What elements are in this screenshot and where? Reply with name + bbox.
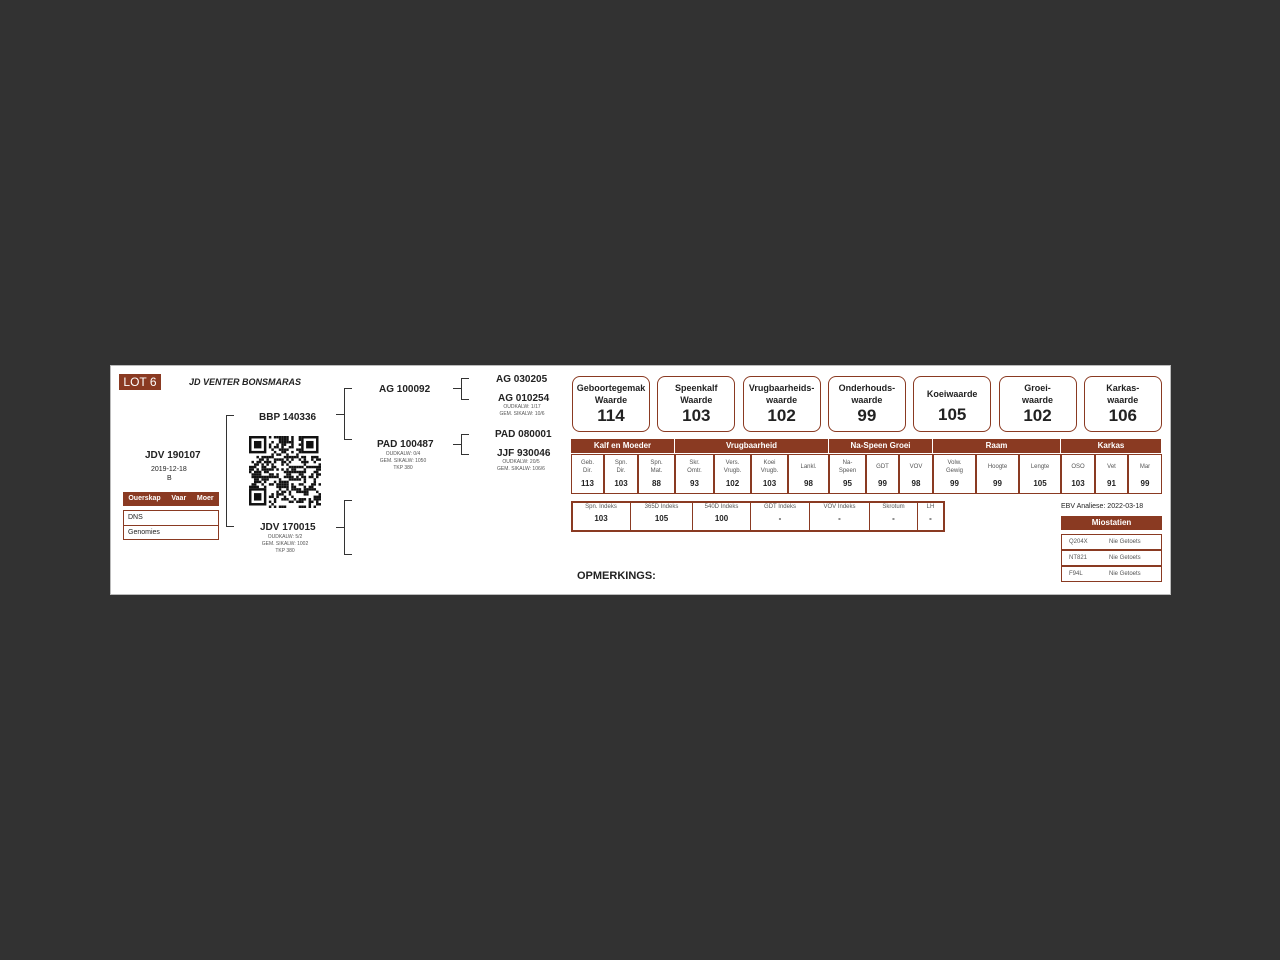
sire-dam-details: OUDKALW: 0/4 GEM. SIKALW: 1050 TKP 380 bbox=[379, 451, 427, 471]
sd-dam-details: OUDKALW: 20/5 GEM. SIKALW: 106/6 bbox=[497, 459, 545, 472]
ebv-analysis-date: EBV Analiese: 2022-03-18 bbox=[1061, 503, 1144, 510]
ownership-row: Genomies bbox=[124, 525, 218, 540]
trait-cell: Na- Speen 95 bbox=[829, 454, 866, 494]
trait-cell: Lengte 105 bbox=[1019, 454, 1061, 494]
trait-group-header: Vrugbaarheid bbox=[675, 439, 829, 453]
trait-cell: Mar 99 bbox=[1128, 454, 1162, 494]
trait-cell: Spn. Dir. 103 bbox=[604, 454, 638, 494]
ebv-value: 106 bbox=[1108, 406, 1137, 425]
ebv-box: Groei- waarde 102 bbox=[999, 376, 1077, 432]
mutation-row: F94L Nie Getoets bbox=[1061, 566, 1162, 582]
ss-dam-details: OUDKALW: 1/17 GEM. SIKALW: 10/6 bbox=[499, 404, 545, 417]
animal-birth-date: 2019-12-18 bbox=[151, 466, 187, 473]
qr-code-icon bbox=[249, 436, 321, 508]
ebv-value: 102 bbox=[1023, 406, 1052, 425]
trait-cell: Geb. Dir. 113 bbox=[571, 454, 604, 494]
trait-cell: Lankl. 98 bbox=[788, 454, 829, 494]
sire-dam-id: PAD 100487 bbox=[377, 439, 434, 450]
ebv-box: Karkas- waarde 106 bbox=[1084, 376, 1162, 432]
trait-cell: Koei Vrugb. 103 bbox=[751, 454, 788, 494]
index-cell: VOV Indeks - bbox=[810, 502, 870, 531]
trait-cell: Spn. Mat. 88 bbox=[638, 454, 675, 494]
index-cell: Spn. Indeks 103 bbox=[572, 502, 631, 531]
trait-group-header: Raam bbox=[933, 439, 1061, 453]
mutation-row: NT821 Nie Getoets bbox=[1061, 550, 1162, 566]
index-cell: GDT Indeks - bbox=[751, 502, 810, 531]
ebv-box: Vrugbaarheids- waarde 102 bbox=[743, 376, 821, 432]
farm-name: JD VENTER BONSMARAS bbox=[189, 377, 302, 387]
remarks-label: OPMERKINGS: bbox=[577, 570, 656, 582]
index-cell: 365D Indeks 105 bbox=[631, 502, 693, 531]
animal-code: B bbox=[167, 475, 172, 482]
trait-cell: Vers. Vrugb. 102 bbox=[714, 454, 751, 494]
ownership-table bbox=[123, 510, 219, 540]
index-cell: 540D Indeks 100 bbox=[693, 502, 751, 531]
ownership-header: Ouerskap Vaar Moer bbox=[123, 492, 219, 506]
trait-group-header: Kalf en Moeder bbox=[571, 439, 675, 453]
sire-sire-id: AG 100092 bbox=[379, 384, 431, 395]
mutation-row: Q204X Nie Getoets bbox=[1061, 534, 1162, 550]
lot-badge: LOT 6 bbox=[119, 374, 161, 390]
animal-id: JDV 190107 bbox=[145, 450, 201, 461]
ebv-value: 103 bbox=[682, 406, 711, 425]
index-cell: LH - bbox=[926, 504, 935, 523]
sire-id: BBP 140336 bbox=[259, 412, 317, 423]
dam-id: JDV 170015 bbox=[260, 522, 316, 533]
ss-dam-id: AG 010254 bbox=[498, 393, 550, 404]
ebv-value: 114 bbox=[597, 406, 625, 425]
ebv-value: 102 bbox=[767, 406, 796, 425]
myostatin-header: Miostatien bbox=[1061, 516, 1162, 530]
trait-cell: GDT 99 bbox=[866, 454, 899, 494]
dam-details: OUDKALW: 5/2 GEM. SIKALW: 1002 TKP 380 bbox=[261, 534, 309, 554]
trait-cell: Skr. Omtr. 93 bbox=[675, 454, 714, 494]
trait-group-header: Na-Speen Groei bbox=[829, 439, 933, 453]
ebv-box: Koeiwaarde 105 bbox=[913, 376, 991, 432]
trait-cell: Hoogte 99 bbox=[976, 454, 1019, 494]
index-cell: Skrotum - bbox=[870, 502, 918, 531]
ss-sire-id: AG 030205 bbox=[496, 374, 548, 385]
ebv-box: Onderhouds- waarde 99 bbox=[828, 376, 906, 432]
trait-group-header: Karkas bbox=[1061, 439, 1162, 453]
sd-sire-id: PAD 080001 bbox=[495, 429, 552, 440]
trait-cell: Volw. Gewig 99 bbox=[933, 454, 976, 494]
ebv-box: Speenkalf Waarde 103 bbox=[657, 376, 735, 432]
ownership-row: DNS bbox=[128, 514, 143, 521]
ebv-value: 105 bbox=[938, 405, 967, 424]
trait-cell: Vet 91 bbox=[1095, 454, 1128, 494]
ebv-box: Geboortegemak Waarde 114 bbox=[572, 376, 650, 432]
trait-cell: VOV 98 bbox=[899, 454, 933, 494]
sd-dam-id: JJF 930046 bbox=[497, 448, 551, 459]
trait-cell: OSO 103 bbox=[1061, 454, 1095, 494]
lot-card bbox=[110, 365, 1171, 595]
ebv-value: 99 bbox=[857, 406, 877, 425]
